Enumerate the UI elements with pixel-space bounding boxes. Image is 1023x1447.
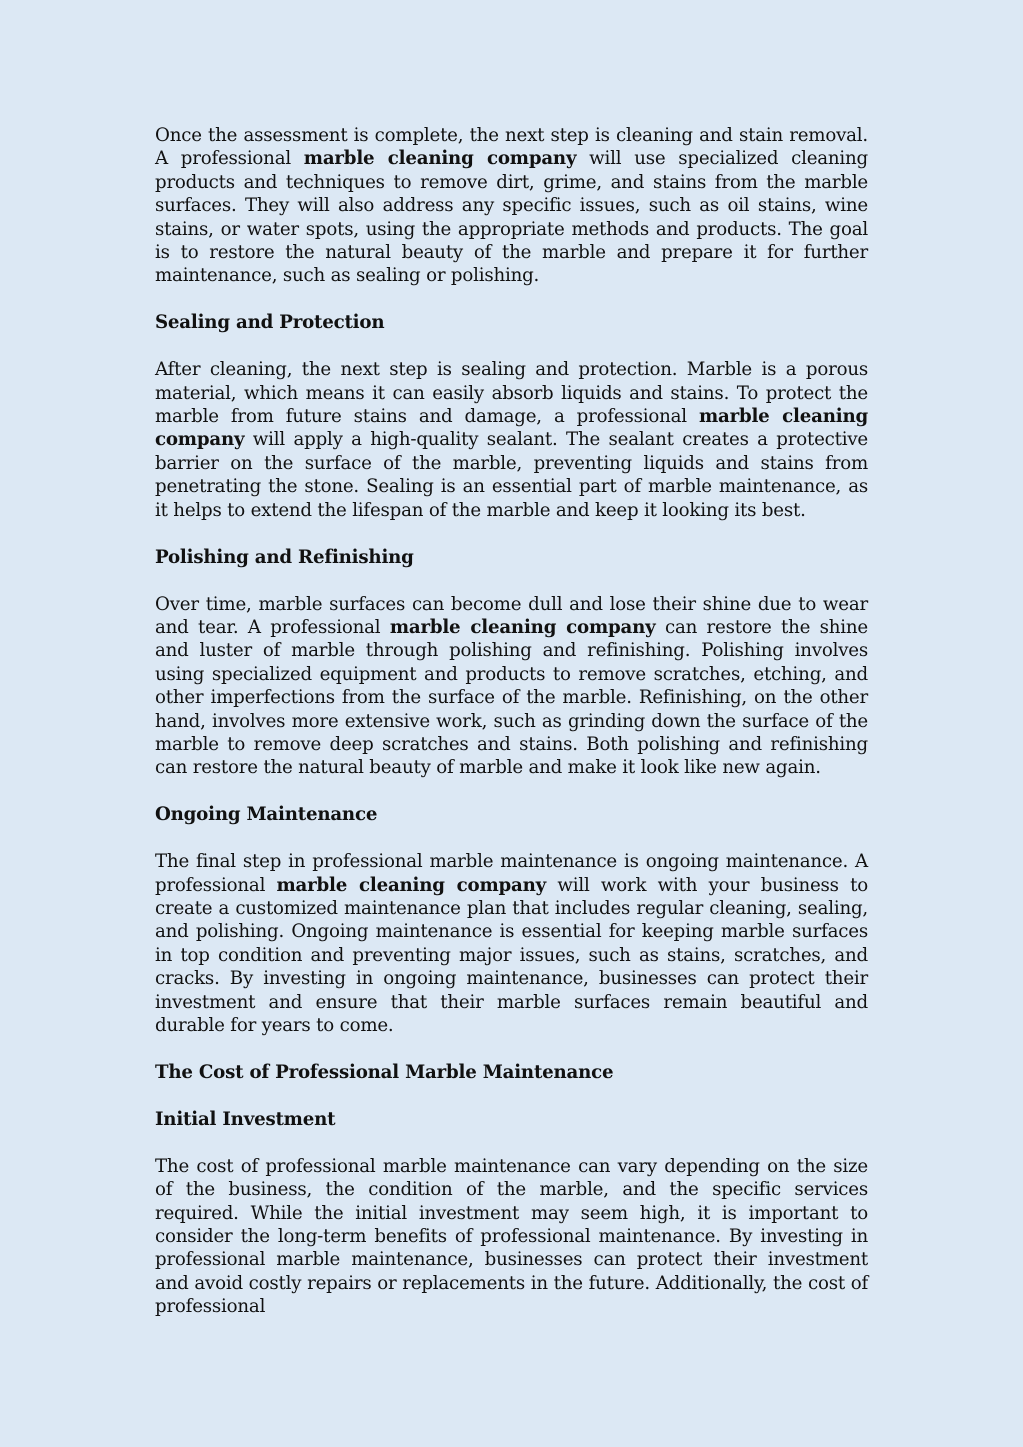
heading-initial-investment: Initial Investment [155, 1108, 336, 1130]
text-segment: The cost of professional marble maintenance can vary depending on the size of the business, the condition of the marble, and the specific services required. While the initial investment may seem high, it is important to consider the long-term benefits of professional maintenance. By investing in professional marble maintenance, businesses can protect their investment and avoid costly repairs or replacements in the future. Additionally, the cost of professional [155, 1155, 868, 1318]
text-segment: can restore the shine and luster of marble through polishing and refinishing. Polishing involves using specialized equipment and products to remove scratches, etching, and other imperfections from the surface of the marble. Refinishing, on the other hand, involves more extensive work, such as grinding down the surface of the marble to remove deep scratches and stains. Both polishing and refinishing can restore the natural beauty of marble and make it look like new again. [155, 616, 868, 779]
paragraph-cleaning-stain-removal [155, 124, 868, 288]
heading-sealing-protection: Sealing and Protection [155, 312, 385, 334]
bold-keyword: marble cleaning company [155, 406, 868, 451]
paragraph-ongoing-maintenance [155, 850, 868, 1037]
text-segment: The final step in professional marble maintenance is ongoing maintenance. A professional [155, 851, 868, 896]
bold-keyword: marble cleaning company [303, 148, 577, 170]
heading-cost-of-maintenance: The Cost of Professional Marble Maintenance [155, 1061, 614, 1083]
text-segment: After cleaning, the next step is sealing and protection. Marble is a porous material, which means it can easily absorb liquids and stains. To protect the marble from future stains and damage, a professional [155, 359, 868, 428]
text-segment: Over time, marble surfaces can become dull and lose their shine due to wear and tear. A professional [155, 593, 868, 638]
text-segment: will use specialized cleaning products and techniques to remove dirt, grime, and stains from the marble surfaces. They will also address any specific issues, such as oil stains, wine stains, or water spots, using the appropriate methods and products. The goal is to restore the natural beauty of the marble and prepare it for further maintenance, such as sealing or polishing. [155, 148, 868, 287]
heading-polishing-refinishing: Polishing and Refinishing [155, 546, 414, 568]
heading-ongoing-maintenance: Ongoing Maintenance [155, 804, 378, 826]
text-segment: will apply a high-quality sealant. The sealant creates a protective barrier on the surface of the marble, preventing liquids and stains from penetrating the stone. Sealing is an essential part of marble maintenance, as it helps to extend the lifespan of the marble and keep it looking its best. [155, 429, 868, 521]
paragraph-initial-investment [155, 1155, 868, 1319]
bold-keyword: marble cleaning company [389, 616, 656, 638]
paragraph-polishing-refinishing [155, 593, 868, 780]
text-segment: Once the assessment is complete, the next step is cleaning and stain removal. A professional [155, 125, 868, 170]
paragraph-sealing-protection [155, 358, 868, 522]
document-page [155, 124, 868, 1319]
text-segment: will work with your business to create a customized maintenance plan that includes regular cleaning, sealing, and polishing. Ongoing maintenance is essential for keeping marble surfaces in top condition and preventing major issues, such as stains, scratches, and cracks. By investing in ongoing maintenance, businesses can protect their investment and ensure that their marble surfaces remain beautiful and durable for years to come. [155, 874, 868, 1036]
bold-keyword: marble cleaning company [276, 874, 547, 896]
